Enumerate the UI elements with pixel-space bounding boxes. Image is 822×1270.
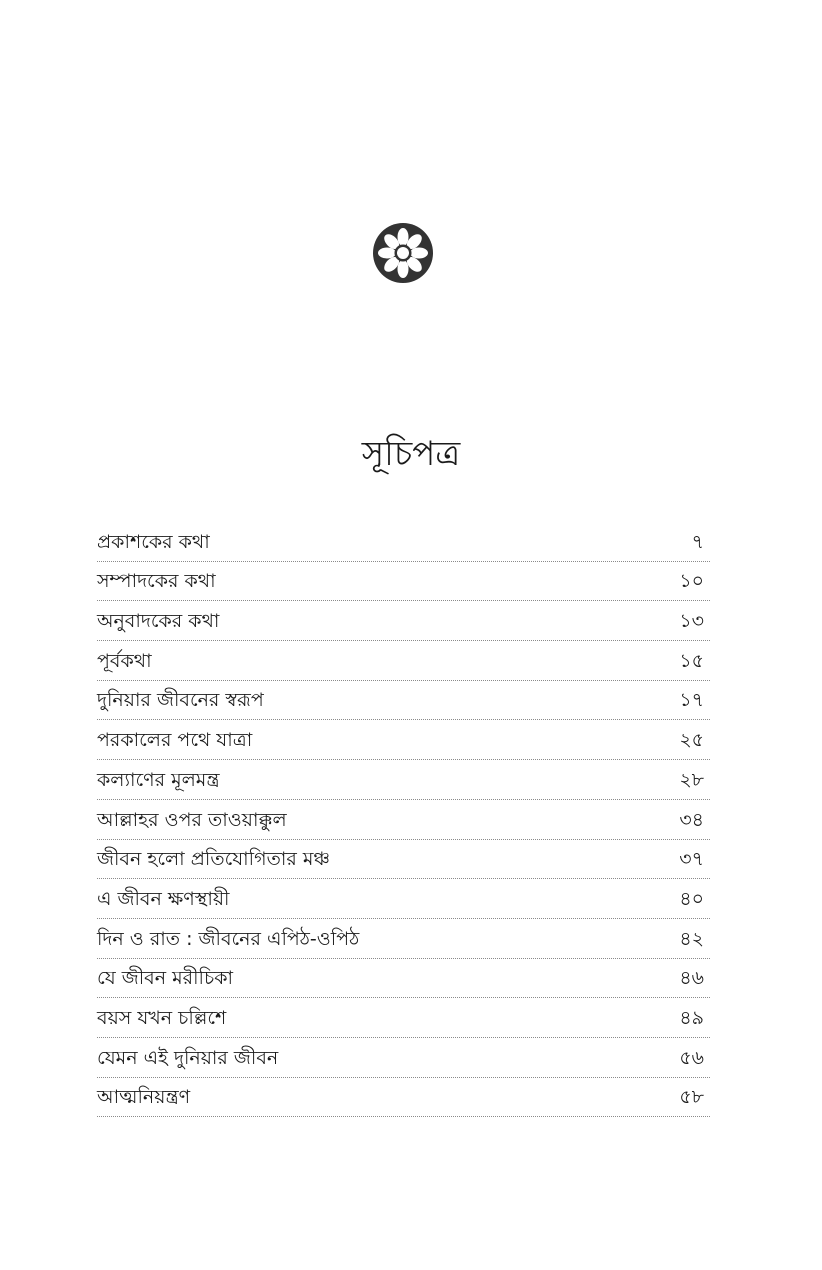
toc-entry-title: যেমন এই দুনিয়ার জীবন [97, 1046, 279, 1069]
toc-entry-title: অনুবাদকের কথা [97, 610, 220, 633]
toc-entry-title: আত্মনিয়ন্ত্রণ [97, 1086, 191, 1109]
toc-entry[interactable] [97, 998, 710, 1038]
toc-entry[interactable] [97, 760, 710, 800]
toc-entry[interactable] [97, 1038, 710, 1078]
toc-entry[interactable] [97, 959, 710, 999]
toc-entry-page: ৭ [691, 530, 704, 553]
toc-entry-page: ১৩ [679, 610, 704, 633]
toc-entry[interactable] [97, 919, 710, 959]
toc-entry-page: ৫৬ [679, 1046, 704, 1069]
toc-entry-page: ৪২ [679, 927, 704, 950]
toc-entry-title: কল্যাণের মূলমন্ত্র [97, 768, 220, 791]
toc-entry-title: সম্পাদকের কথা [97, 570, 216, 593]
toc-entry-title: পরকালের পথে যাত্রা [97, 729, 253, 752]
toc-entry-title: দুনিয়ার জীবনের স্বরূপ [97, 689, 264, 712]
toc-entry[interactable] [97, 1078, 710, 1118]
toc-entry[interactable] [97, 681, 710, 721]
toc-entry-page: ৪০ [679, 887, 704, 910]
toc-entry[interactable] [97, 641, 710, 681]
toc-entry-page: ৫৮ [679, 1086, 704, 1109]
toc-entry[interactable] [97, 800, 710, 840]
toc-entry[interactable] [97, 562, 710, 602]
toc-entry-page: ২৮ [679, 768, 704, 791]
toc-entry-page: ২৫ [679, 729, 704, 752]
toc-entry-page: ৩৪ [679, 808, 704, 831]
toc-entry-page: ১৫ [679, 649, 704, 672]
toc-entry-title: এ জীবন ক্ষণস্থায়ী [97, 887, 230, 910]
toc-entry-page: ৩৭ [679, 848, 704, 871]
toc-entry-page: ১৭ [679, 689, 704, 712]
table-of-contents [97, 522, 710, 1117]
toc-entry-title: দিন ও রাত : জীবনের এপিঠ-ওপিঠ [97, 927, 360, 950]
toc-entry-page: ১০ [679, 570, 704, 593]
flower-emblem-icon [372, 222, 434, 284]
toc-entry[interactable] [97, 879, 710, 919]
toc-entry[interactable] [97, 601, 710, 641]
toc-entry-title: প্রকাশকের কথা [97, 530, 210, 553]
toc-entry[interactable] [97, 840, 710, 880]
toc-entry-title: আল্লাহর ওপর তাওয়াক্কুল [97, 808, 287, 831]
toc-entry-title: যে জীবন মরীচিকা [97, 967, 234, 990]
toc-entry-title: পূর্বকথা [97, 649, 152, 672]
toc-entry[interactable] [97, 720, 710, 760]
page-title: সূচিপত্র [361, 434, 461, 474]
toc-entry-title: জীবন হলো প্রতিযোগিতার মঞ্চ [97, 848, 330, 871]
toc-entry-title: বয়স যখন চল্লিশে [97, 1006, 227, 1029]
toc-entry-page: ৪৯ [679, 1006, 704, 1029]
toc-entry[interactable] [97, 522, 710, 562]
toc-entry-page: ৪৬ [679, 967, 704, 990]
